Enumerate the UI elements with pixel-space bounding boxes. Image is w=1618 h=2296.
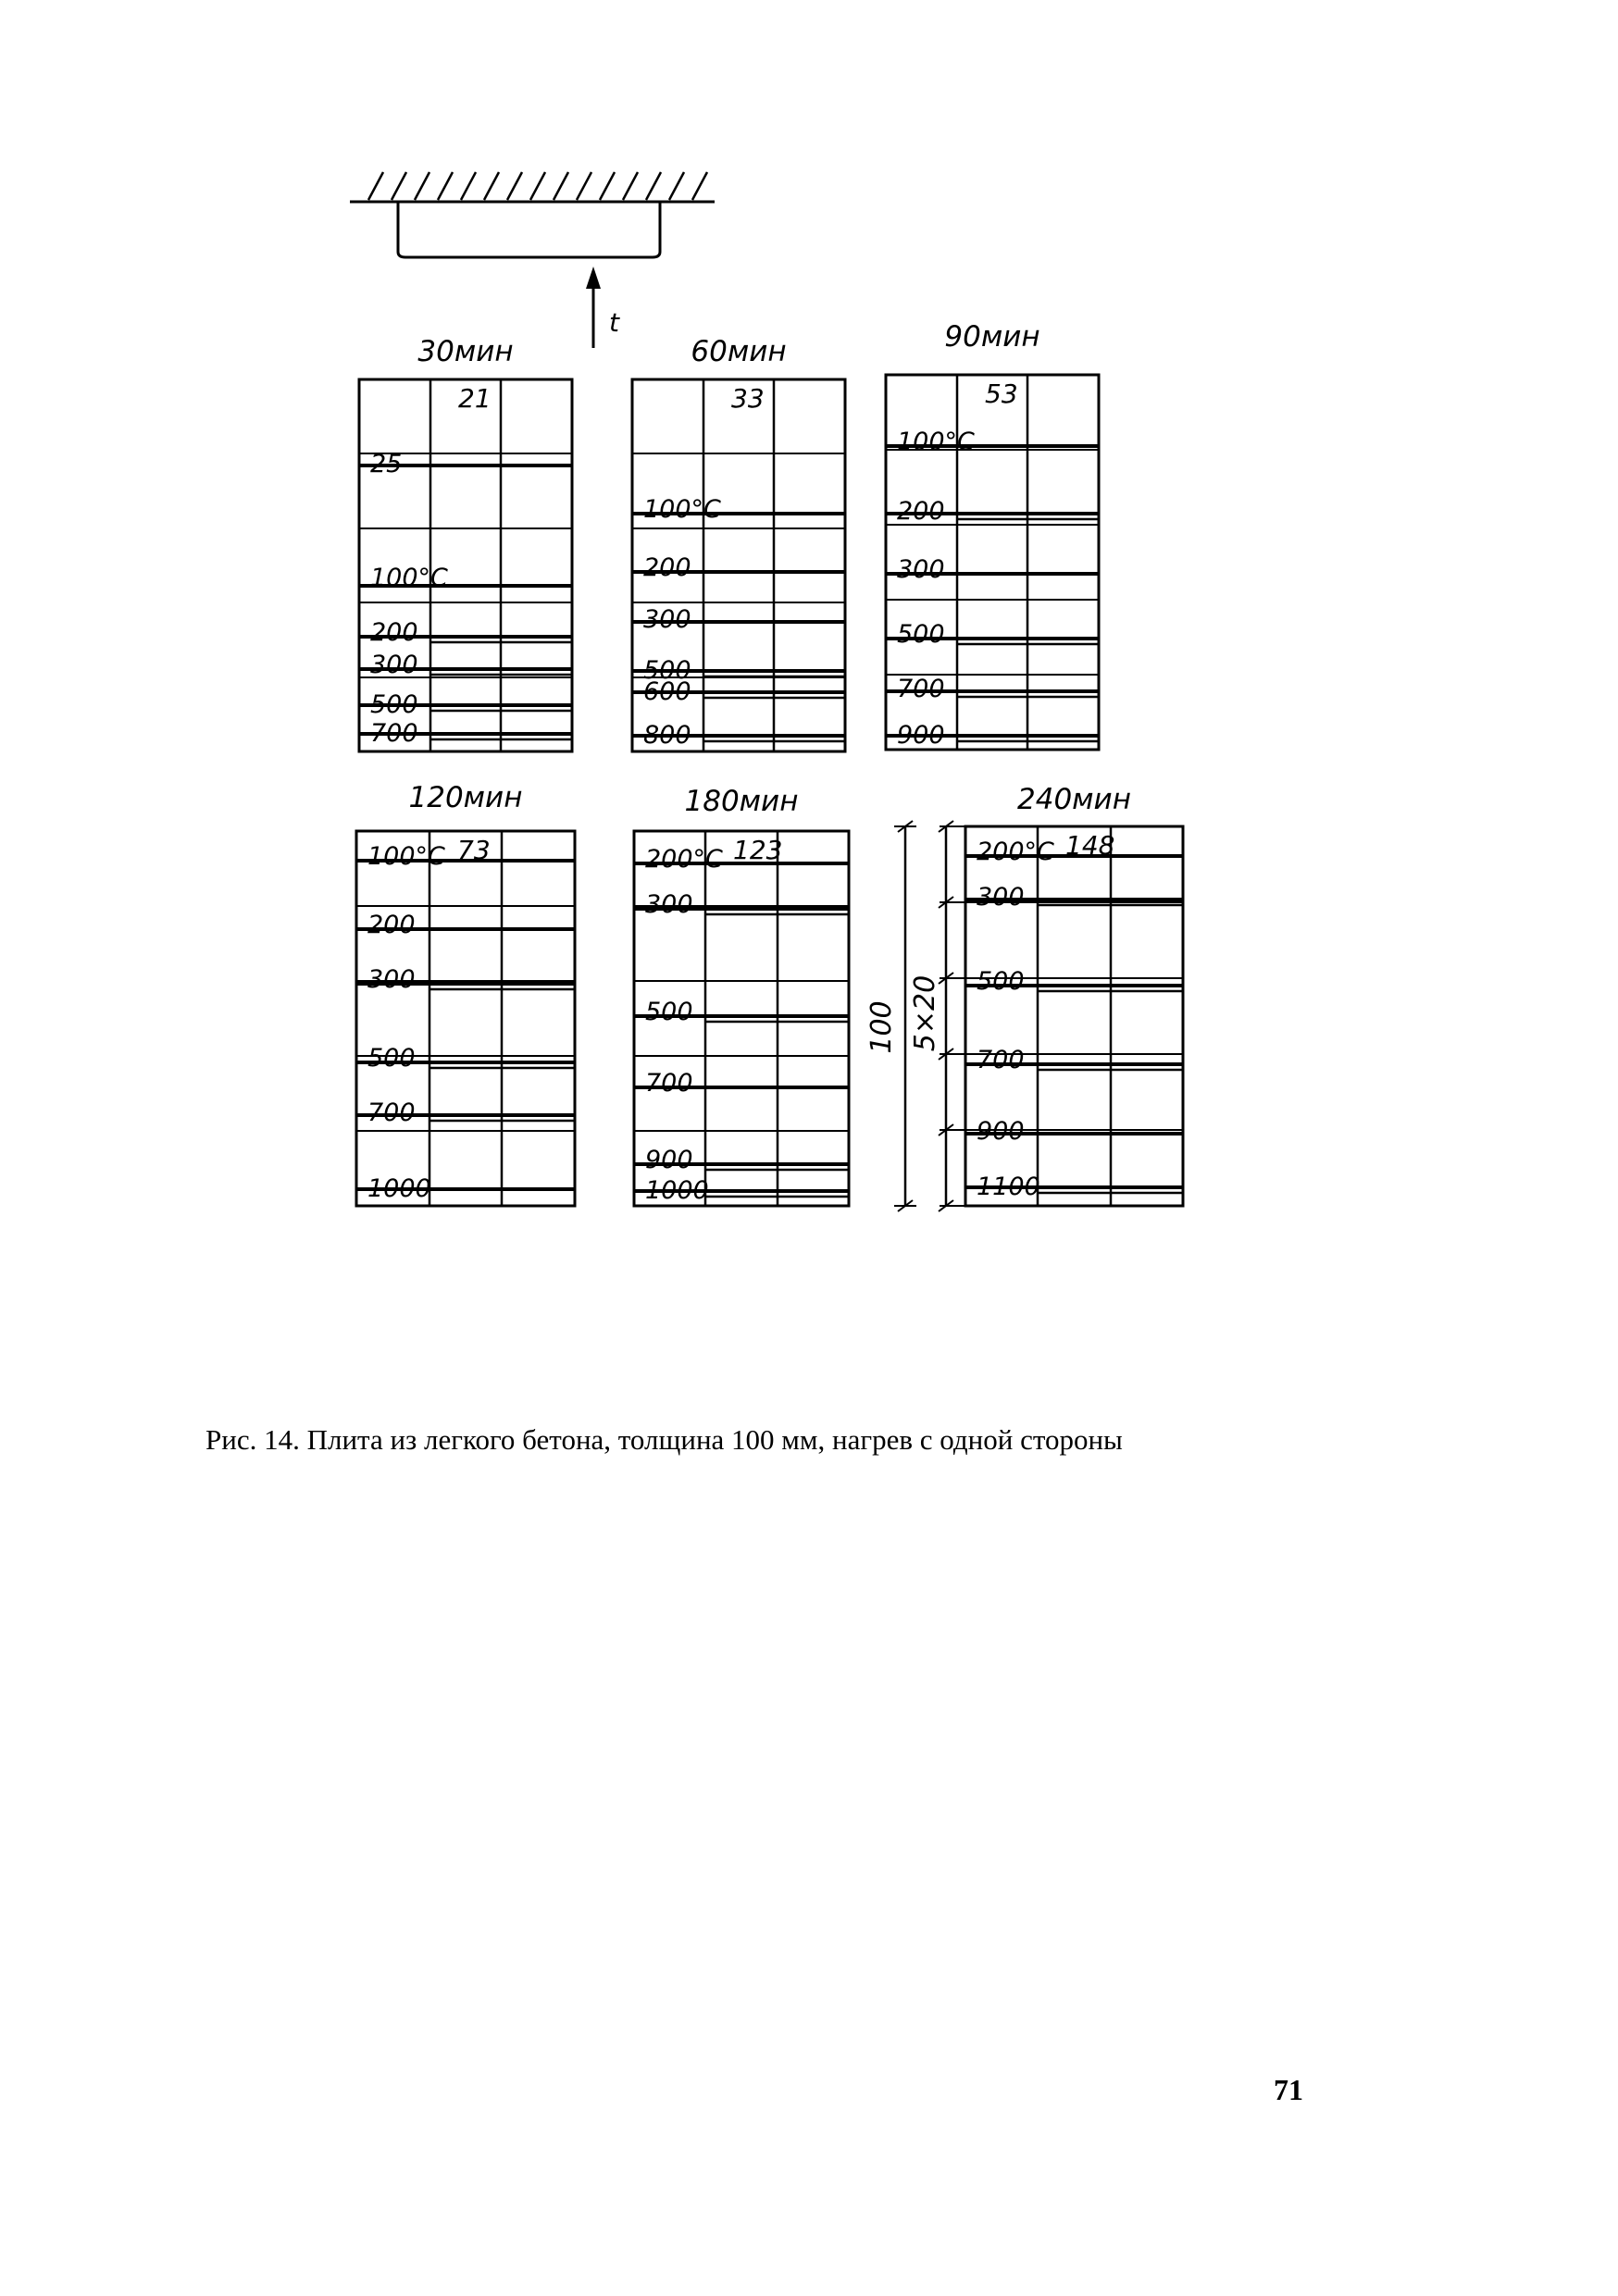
panel-180мин <box>634 785 849 1206</box>
isotherm-label: 100°C <box>370 564 448 592</box>
isotherm-label: 200 <box>367 911 416 939</box>
isotherm-label: 900 <box>645 1146 693 1174</box>
isotherm-label: 800 <box>643 721 691 750</box>
hatch-line <box>530 172 545 200</box>
isotherm-label: 500 <box>643 656 691 685</box>
isotherm-label: 1000 <box>367 1174 431 1203</box>
hatch-line <box>600 172 615 200</box>
thickness-dimension <box>865 821 965 1211</box>
isotherm-label: 700 <box>367 1098 416 1127</box>
panel-title: 180мин <box>684 785 799 818</box>
hatch-line <box>368 172 383 200</box>
isotherm-panels <box>356 320 1183 1206</box>
hatch-line <box>577 172 591 200</box>
isotherm-label: 300 <box>645 890 693 919</box>
hatch-line <box>646 172 661 200</box>
isotherm-label: 1000 <box>645 1176 709 1205</box>
isotherm-label: 300 <box>897 555 945 584</box>
isotherm-label: 200°C <box>977 838 1054 866</box>
isotherm-label: 700 <box>977 1046 1025 1074</box>
hatch-line <box>415 172 429 200</box>
hatch-line <box>461 172 476 200</box>
hatch-line <box>438 172 453 200</box>
isotherm-label: 900 <box>977 1117 1025 1146</box>
panel-title: 60мин <box>691 335 787 368</box>
isotherm-label: 900 <box>897 721 945 750</box>
surface-temperature: 73 <box>457 835 491 865</box>
isotherm-label: 200 <box>643 553 691 582</box>
isotherm-label: 600 <box>643 677 691 706</box>
isotherm-label: 300 <box>367 965 416 994</box>
isotherm-label: 100°C <box>367 842 445 871</box>
isotherm-label: 500 <box>897 620 945 649</box>
slab-outline <box>398 202 660 257</box>
isotherm-label: 200°C <box>645 845 723 874</box>
isotherm-label: 1100 <box>977 1173 1040 1201</box>
isotherm-label: 100°C <box>643 495 721 524</box>
surface-temperature: 123 <box>733 835 783 865</box>
surface-temperature: 21 <box>458 383 492 414</box>
panel-60мин <box>632 335 845 751</box>
isotherm-label: 200 <box>370 618 418 647</box>
heat-direction-label: t <box>609 307 619 338</box>
panel-frame <box>356 831 575 1206</box>
dimension-total-label: 100 <box>865 1000 898 1054</box>
panel-title: 90мин <box>944 320 1040 354</box>
panel-title: 120мин <box>408 781 523 814</box>
hatch-line <box>669 172 684 200</box>
isotherm-label: 500 <box>370 690 418 719</box>
surface-temperature: 148 <box>1065 830 1115 861</box>
isotherm-label: 700 <box>897 675 945 703</box>
surface-temperature: 53 <box>985 379 1018 409</box>
hatch-line <box>692 172 707 200</box>
isotherm-label: 100°C <box>897 428 975 456</box>
hatch-line <box>392 172 406 200</box>
panel-90мин <box>886 320 1099 750</box>
page-number: 71 <box>1274 2073 1303 2106</box>
isotherm-label: 300 <box>370 651 418 679</box>
hatch-line <box>623 172 638 200</box>
slab-sketch <box>350 172 715 348</box>
isotherm-label: 200 <box>897 497 945 526</box>
panel-240мин <box>965 783 1183 1206</box>
hatch-line <box>554 172 568 200</box>
isotherm-label: 500 <box>645 998 693 1026</box>
isotherm-label: 700 <box>370 719 418 748</box>
surface-temperature: 33 <box>731 383 765 414</box>
heat-arrow-head <box>586 267 601 289</box>
panel-title: 240мин <box>1017 783 1131 816</box>
panel-120мин <box>356 781 575 1206</box>
panel-title: 30мин <box>417 335 514 368</box>
hatch-line <box>507 172 522 200</box>
figure-caption: Рис. 14. Плита из легкого бетона, толщина 100 мм, нагрев с одной стороны <box>205 1423 1123 1456</box>
isotherm-label: 500 <box>977 967 1025 996</box>
isotherm-label: 300 <box>643 605 691 634</box>
isotherm-label: 500 <box>367 1044 416 1073</box>
isotherm-label: 300 <box>977 883 1025 912</box>
isotherm-label: 25 <box>370 450 403 478</box>
dimension-layer-label: 5×20 <box>909 974 941 1052</box>
panel-30мин <box>359 335 572 751</box>
isotherm-label: 700 <box>645 1069 693 1098</box>
hatch-line <box>484 172 499 200</box>
